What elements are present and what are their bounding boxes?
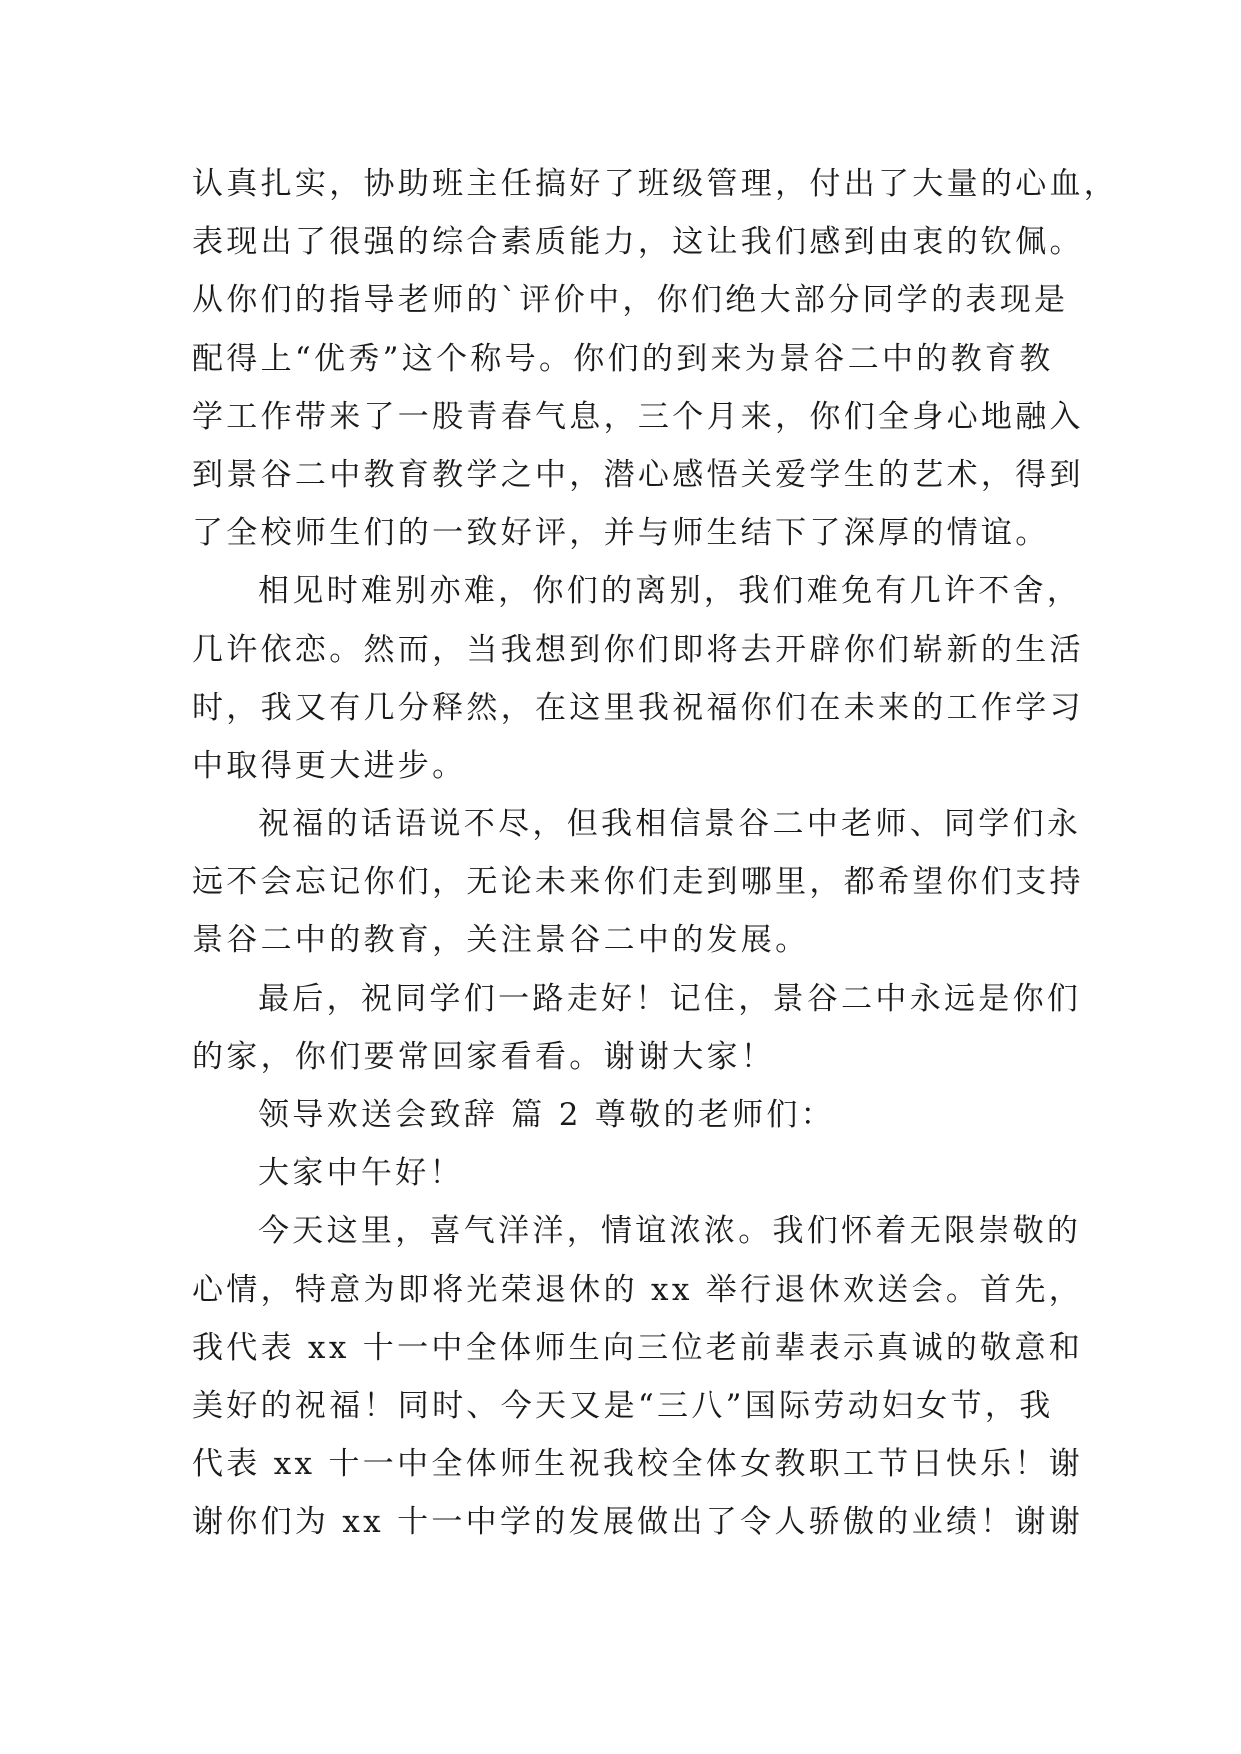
- text-line: 我代表 xx 十一中全体师生向三位老前辈表示真诚的敬意和: [192, 1329, 1084, 1366]
- text-line: 了全校师生们的一致好评，并与师生结下了深厚的情谊。: [192, 515, 1050, 552]
- text-line: 远不会忘记你们，无论未来你们走到哪里，都希望你们支持: [192, 864, 1084, 901]
- greeting-line: 大家中午好！: [258, 1155, 464, 1192]
- text-line: 配得上“优秀”这个称号。你们的到来为景谷二中的教育教: [192, 340, 1054, 377]
- text-line: 美好的祝福！同时、今天又是“三八”国际劳动妇女节，我: [192, 1387, 1054, 1424]
- text-line: 谢你们为 xx 十一中学的发展做出了令人骄傲的业绩！谢谢: [192, 1504, 1084, 1541]
- text-line: 时，我又有几分释然，在这里我祝福你们在未来的工作学习: [192, 689, 1084, 726]
- paragraph-first-line: 相见时难别亦难，你们的离别，我们难免有几许不舍，: [258, 573, 1082, 610]
- text-line: 从你们的指导老师的`评价中，你们绝大部分同学的表现是: [192, 282, 1069, 319]
- paragraph-first-line: 最后，祝同学们一路走好！记住，景谷二中永远是你们: [258, 980, 1082, 1017]
- text-line: 表现出了很强的综合素质能力，这让我们感到由衷的钦佩。: [192, 224, 1084, 261]
- text-line: 到景谷二中教育教学之中，潜心感悟关爱学生的艺术，得到: [192, 456, 1084, 493]
- text-line: 几许依恋。然而，当我想到你们即将去开辟你们崭新的生活: [192, 631, 1084, 668]
- text-line: 的家，你们要常回家看看。谢谢大家！: [192, 1038, 776, 1075]
- text-line: 景谷二中的教育，关注景谷二中的发展。: [192, 922, 810, 959]
- paragraph-first-line: 今天这里，喜气洋洋，情谊浓浓。我们怀着无限崇敬的: [258, 1213, 1082, 1250]
- text-line: 代表 xx 十一中全体师生祝我校全体女教职工节日快乐！谢: [192, 1446, 1084, 1483]
- section-heading: 领导欢送会致辞 篇 2 尊敬的老师们：: [258, 1097, 835, 1133]
- paragraph-first-line: 祝福的话语说不尽，但我相信景谷二中老师、同学们永: [258, 806, 1082, 843]
- text-line: 学工作带来了一股青春气息，三个月来，你们全身心地融入: [192, 398, 1084, 435]
- text-line: 认真扎实，协助班主任搞好了班级管理，付出了大量的心血，: [192, 166, 1119, 202]
- text-line: 心情，特意为即将光荣退休的 xx 举行退休欢送会。首先，: [192, 1271, 1084, 1308]
- text-line: 中取得更大进步。: [192, 747, 467, 784]
- document-body: [192, 155, 1119, 1552]
